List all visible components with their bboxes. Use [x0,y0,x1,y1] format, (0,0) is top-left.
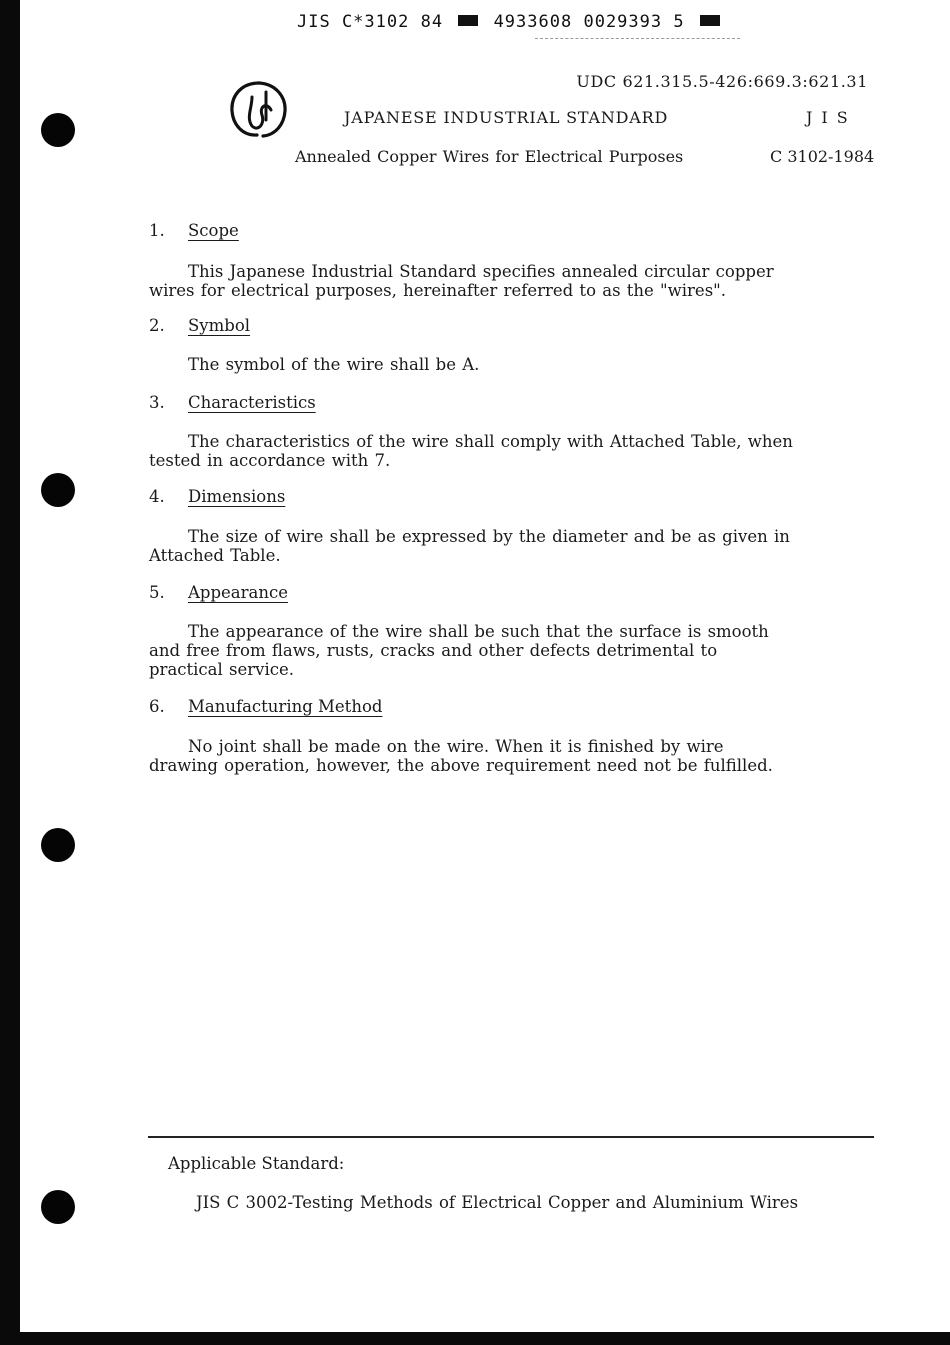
section-title: Characteristics [188,393,316,412]
section-body [149,355,869,374]
punch-hole [41,1190,75,1224]
scan-bottom-edge [0,1332,950,1345]
applicable-standard-label: Applicable Standard: [168,1154,345,1173]
section-body [149,432,869,470]
scan-code-b: 0029393 [583,12,663,32]
section-body [149,622,869,679]
scan-code-line [297,12,724,32]
body-line: The size of wire shall be expressed by the diameter and be as given in [188,527,790,546]
section-body [149,527,869,565]
section-title: Manufacturing Method [188,697,383,716]
section-heading [149,487,285,506]
scan-code-suffix: 5 [673,12,685,32]
body-line: This Japanese Industrial Standard specifies annealed circular copper [188,262,774,281]
body-line: The characteristics of the wire shall comply with Attached Table, when [188,432,793,451]
section-title: Symbol [188,316,251,335]
redaction-block [458,15,478,26]
section-number: 2. [149,316,165,335]
body-line: The appearance of the wire shall be such that the surface is smooth [188,622,769,641]
scan-code-a: 4933608 [493,12,573,32]
body-line: The symbol of the wire shall be A. [188,355,480,374]
jis-mark: JIS [806,108,857,127]
body-line: practical service. [149,660,295,679]
section-heading [149,697,382,716]
section-number: 6. [149,697,165,716]
jis-logo-icon [228,80,290,142]
section-body [149,262,869,300]
section-number: 5. [149,583,165,602]
body-line: and free from flaws, rusts, cracks and other defects detrimental to [149,641,718,660]
punch-hole [41,113,75,147]
section-title: Dimensions [188,487,286,506]
body-line: wires for electrical purposes, hereinafter referred to as the "wires". [149,281,727,300]
redaction-block [700,15,720,26]
document-number: C 3102-1984 [770,147,875,166]
standard-title: JAPANESE INDUSTRIAL STANDARD [344,108,669,127]
footer-rule [148,1136,874,1138]
punch-hole [41,473,75,507]
section-heading [149,393,316,412]
section-heading [149,583,288,602]
dashed-rule [535,38,740,39]
section-number: 3. [149,393,165,412]
section-number: 1. [149,221,165,240]
scan-left-edge [0,0,20,1345]
section-title: Appearance [188,583,288,602]
punch-hole [41,828,75,862]
udc-number: UDC 621.315.5-426:669.3:621.31 [576,72,868,91]
section-heading [149,221,239,240]
section-number: 4. [149,487,165,506]
section-heading [149,316,250,335]
applicable-standard-reference: JIS C 3002-Testing Methods of Electrical Copper and Aluminium Wires [196,1193,799,1212]
document-title: Annealed Copper Wires for Electrical Purposes [295,147,684,166]
section-title: Scope [188,221,239,240]
section-body [149,737,869,775]
body-line: tested in accordance with 7. [149,451,391,470]
scan-code-prefix: JIS C*3102 84 [297,12,444,32]
body-line: drawing operation, however, the above requirement need not be fulfilled. [149,756,773,775]
body-line: Attached Table. [149,546,281,565]
body-line: No joint shall be made on the wire. When it is finished by wire [188,737,724,756]
